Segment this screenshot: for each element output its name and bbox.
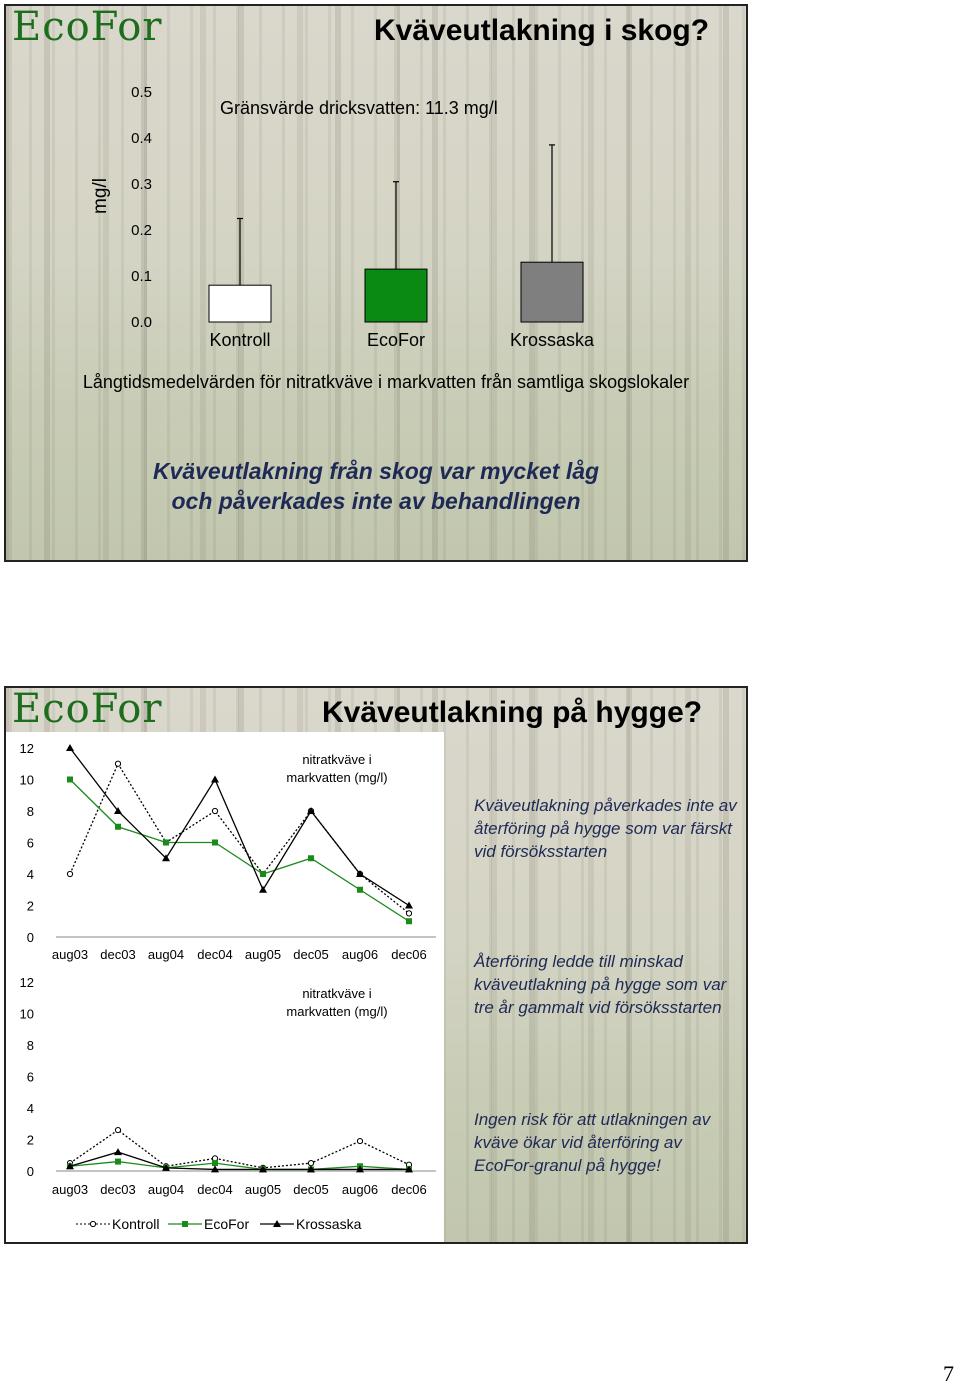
legend-marker-kontroll — [90, 1221, 95, 1226]
data-point — [406, 911, 411, 916]
y-tick-label: 0.5 — [131, 84, 152, 101]
category-label: Kontroll — [209, 330, 271, 350]
data-point — [67, 777, 73, 783]
y-tick-label: 0.2 — [131, 222, 152, 239]
x-axis-caption: Långtidsmedelvärden för nitratkväve i markvatten från samtliga skogslokaler — [82, 372, 690, 392]
data-point — [260, 871, 266, 877]
y-axis-label: nitratkväve i — [302, 752, 372, 767]
data-point — [212, 1160, 218, 1166]
x-tick-label: dec05 — [293, 1182, 329, 1197]
y-tick-label: 10 — [19, 1006, 34, 1022]
x-tick-label: dec03 — [100, 947, 136, 962]
page-number: 7 — [943, 1361, 954, 1386]
series-line-ecofor — [70, 780, 409, 922]
data-point — [114, 1148, 122, 1155]
bar — [521, 262, 583, 322]
y-tick-label: 10 — [19, 772, 34, 788]
x-tick-label: aug03 — [51, 1182, 89, 1197]
x-tick-label: aug05 — [244, 947, 282, 962]
note-old-clearcut: Återföring ledde till minskad kväveutlakning på hygge som var tre år gammalt vid försöksstarten — [474, 952, 727, 1017]
y-tick-label: 0.4 — [131, 130, 152, 147]
y-tick-label: 0 — [26, 930, 34, 945]
y-axis-label: markvatten (mg/l) — [286, 770, 388, 785]
note-no-risk: Ingen risk för att utlakningen av kväve ökar vid återföring av EcoFor-granul på hygge! — [474, 1110, 711, 1175]
y-axis-label: nitratkväve i — [302, 986, 372, 1001]
slide-conclusion — [6, 456, 746, 516]
ecofor-logo: EcoFor — [12, 4, 163, 50]
y-tick-label: 0.1 — [131, 268, 152, 285]
data-point — [212, 840, 218, 846]
category-label: EcoFor — [366, 330, 426, 350]
conclusion-line-2: och påverkades inte av behandlingen — [171, 488, 581, 514]
legend-label: EcoFor — [204, 1216, 250, 1232]
slide-clearcut — [4, 686, 748, 1244]
y-tick-label: 2 — [26, 1132, 34, 1148]
data-point — [115, 1159, 121, 1165]
y-tick-label: 6 — [26, 1069, 34, 1085]
data-point — [66, 744, 74, 751]
ecofor-logo: EcoFor — [12, 686, 163, 732]
y-tick-label: 6 — [26, 835, 34, 851]
y-tick-label: 12 — [19, 741, 34, 756]
data-point — [357, 1138, 362, 1143]
x-tick-label: dec06 — [391, 947, 427, 962]
y-axis-label: markvatten (mg/l) — [286, 1004, 388, 1019]
data-point — [212, 808, 217, 813]
y-tick-label: 8 — [26, 1038, 34, 1053]
y-tick-label: 0 — [26, 1164, 34, 1179]
line-charts — [6, 732, 444, 1244]
data-point — [163, 840, 169, 846]
x-tick-label: aug06 — [341, 1182, 379, 1197]
x-tick-label: dec06 — [391, 1182, 427, 1197]
conclusion-line-1: Kväveutlakning från skog var mycket låg — [152, 458, 600, 484]
x-tick-label: dec05 — [293, 947, 329, 962]
data-point — [115, 761, 120, 766]
y-tick-label: 0.0 — [131, 314, 152, 331]
legend-label: Kontroll — [112, 1216, 160, 1232]
x-tick-label: dec03 — [100, 1182, 136, 1197]
y-tick-label: 12 — [19, 975, 34, 990]
legend-marker-ecofor — [182, 1221, 188, 1227]
x-tick-label: dec04 — [197, 947, 233, 962]
bar — [365, 269, 427, 322]
category-label: Krossaska — [509, 330, 595, 350]
slide-forest — [4, 4, 748, 562]
limit-annotation: Gränsvärde dricksvatten: 11.3 mg/l — [220, 98, 498, 118]
y-tick-label: 0.3 — [131, 176, 152, 193]
x-tick-label: aug05 — [244, 1182, 282, 1197]
y-tick-label: 2 — [26, 898, 34, 914]
data-point — [308, 1161, 313, 1166]
y-tick-label: 8 — [26, 804, 34, 819]
data-point — [308, 855, 314, 861]
slide-title: Kväveutlakning i skog? — [374, 14, 710, 47]
bar-chart — [6, 6, 746, 406]
data-point — [406, 918, 412, 924]
legend-label: Krossaska — [296, 1216, 362, 1232]
bar — [209, 285, 271, 322]
data-point — [211, 776, 219, 783]
line-chart-panel — [6, 732, 444, 1244]
slide-title: Kväveutlakning på hygge? — [322, 696, 703, 729]
x-tick-label: dec04 — [197, 1182, 233, 1197]
x-tick-label: aug04 — [147, 947, 185, 962]
data-point — [357, 887, 363, 893]
y-tick-label: 4 — [26, 1101, 34, 1116]
note-fresh-clearcut: Kväveutlakning påverkades inte av återföring på hygge som var färskt vid försöksstarten — [474, 796, 737, 861]
data-point — [405, 902, 413, 909]
x-tick-label: aug04 — [147, 1182, 185, 1197]
y-tick-label: 4 — [26, 867, 34, 882]
x-tick-label: aug06 — [341, 947, 379, 962]
x-tick-label: aug03 — [51, 947, 89, 962]
data-point — [115, 824, 121, 830]
data-point — [115, 1127, 120, 1132]
data-point — [259, 886, 267, 893]
data-point — [67, 871, 72, 876]
y-axis-label: mg/l — [90, 178, 111, 214]
